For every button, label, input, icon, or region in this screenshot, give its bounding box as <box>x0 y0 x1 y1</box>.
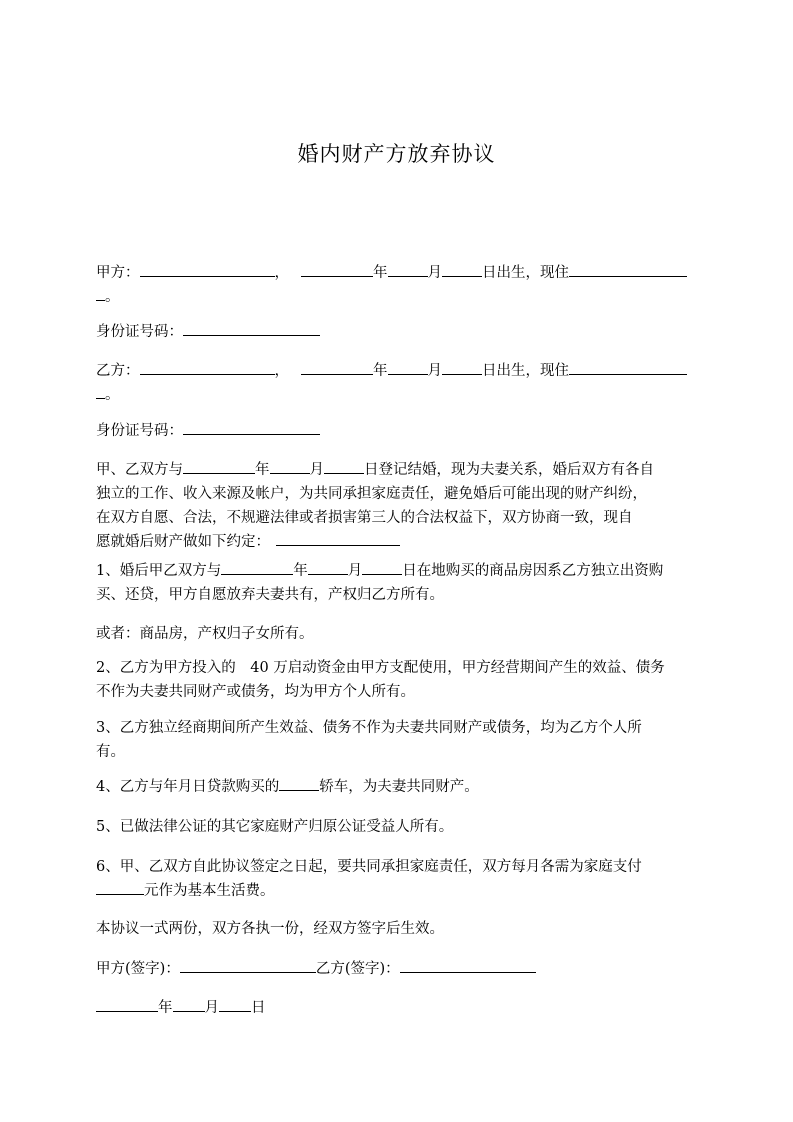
clause-3-line-2: 有。 <box>96 744 125 760</box>
party-a-birth-month-blank[interactable] <box>388 261 428 277</box>
signature-line <box>96 957 536 981</box>
comma: ， <box>274 363 289 379</box>
clause-text: 4、乙方与年月日贷款购买的 <box>96 779 280 795</box>
party-b-address-blank-cont[interactable] <box>96 383 105 399</box>
clause-text: 轿车，为夫妻共同财产。 <box>319 779 479 795</box>
clause-6-line-1: 6、甲、乙双方自此协议签定之日起，要共同承担家庭责任，双方每月各需为家庭支付 <box>96 859 642 875</box>
effect-clause: 本协议一式两份，双方各执一份，经双方签字后生效。 <box>96 921 444 937</box>
party-b-birth-month-blank[interactable] <box>388 359 428 375</box>
born-now-label: 日出生，现住 <box>482 363 569 379</box>
purchase-day-blank[interactable] <box>362 559 402 575</box>
clause-6-line-2 <box>96 879 275 903</box>
clause-2-line-2: 不作为夫妻共同财产或债务，均为甲方个人所有。 <box>96 684 415 700</box>
period: 。 <box>105 387 120 403</box>
clause-1-line-2: 买、还贷，甲方自愿放弃夫妻共有，产权归乙方所有。 <box>96 587 444 603</box>
clause-text: 1、婚后甲乙双方与 <box>96 563 222 579</box>
party-b-signature-blank[interactable] <box>400 957 536 973</box>
document-title: 婚内财产方放弃协议 <box>297 142 496 166</box>
born-now-label: 日出生，现住 <box>482 265 569 281</box>
party-b-line-end <box>96 383 120 407</box>
party-b-name-blank[interactable] <box>140 359 275 375</box>
date-line <box>96 996 266 1020</box>
party-a-label: 甲方： <box>96 265 140 281</box>
car-brand-blank[interactable] <box>279 775 319 791</box>
marriage-year-blank[interactable] <box>183 458 255 474</box>
marriage-day-blank[interactable] <box>324 458 364 474</box>
year-label: 年 <box>373 265 388 281</box>
period: 。 <box>105 289 120 305</box>
party-b-line <box>96 359 687 383</box>
intro-line-4 <box>96 530 400 554</box>
purchase-year-blank[interactable] <box>221 559 293 575</box>
party-b-id-label: 身份证号码： <box>96 423 183 439</box>
party-a-signature-blank[interactable] <box>180 957 316 973</box>
day-label: 日 <box>251 1000 266 1016</box>
intro-text: 日登记结婚，现为夫妻关系，婚后双方有各自 <box>364 462 654 478</box>
month-label: 月 <box>204 1000 219 1016</box>
party-b-signature-label: 乙方(签字)： <box>315 961 400 977</box>
party-b-id-blank[interactable] <box>183 419 320 435</box>
party-b-birth-year-blank[interactable] <box>301 359 373 375</box>
clause-5: 5、已做法律公证的其它家庭财产归原公证受益人所有。 <box>96 819 454 835</box>
sign-day-blank[interactable] <box>219 996 251 1012</box>
party-a-id-blank[interactable] <box>183 320 320 336</box>
party-a-name-blank[interactable] <box>140 261 275 277</box>
sign-month-blank[interactable] <box>173 996 205 1012</box>
month-label: 月 <box>309 462 324 478</box>
agreement-blank[interactable] <box>276 530 400 546</box>
party-a-birth-year-blank[interactable] <box>301 261 373 277</box>
clause-3-line-1: 3、乙方独立经商期间所产生效益、债务不作为夫妻共同财产或债务，均为乙方个人所 <box>96 720 642 736</box>
party-a-address-blank-cont[interactable] <box>96 285 105 301</box>
month-label: 月 <box>427 363 442 379</box>
party-b-birth-day-blank[interactable] <box>442 359 482 375</box>
month-label: 月 <box>347 563 363 579</box>
or-clause: 或者：商品房，产权归子女所有。 <box>96 626 314 642</box>
month-label: 月 <box>427 265 442 281</box>
party-a-birth-day-blank[interactable] <box>442 261 482 277</box>
party-a-line <box>96 261 687 285</box>
monthly-amount-blank[interactable] <box>96 879 144 895</box>
marriage-month-blank[interactable] <box>270 458 310 474</box>
year-label: 年 <box>158 1000 173 1016</box>
party-a-signature-label: 甲方(签字)： <box>96 961 180 977</box>
intro-line-3: 在双方自愿、合法，不规避法律或者损害第三人的合法权益下，双方协商一致，现自 <box>96 510 633 526</box>
intro-text: 愿就婚后财产做如下约定： <box>96 534 270 550</box>
party-b-label: 乙方： <box>96 363 140 379</box>
intro-text: 甲、乙双方与 <box>96 462 183 478</box>
comma: ， <box>274 265 289 281</box>
party-a-id-label: 身份证号码： <box>96 324 183 340</box>
clause-text: 日在地购买的商品房因系乙方独立出资购 <box>402 563 664 579</box>
party-a-line-end <box>96 285 120 309</box>
party-b-id-line <box>96 419 320 443</box>
year-label: 年 <box>255 462 270 478</box>
clause-1-line-1 <box>96 559 663 583</box>
year-label: 年 <box>293 563 308 579</box>
sign-year-blank[interactable] <box>96 996 158 1012</box>
clause-text: 元作为基本生活费。 <box>144 883 275 899</box>
party-b-address-blank[interactable] <box>569 359 687 375</box>
intro-line-2: 独立的工作、收入来源及帐户，为共同承担家庭责任，避免婚后可能出现的财产纠纷， <box>96 486 647 502</box>
clause-2-line-1: 2、乙方为甲方投入的 40 万启动资金由甲方支配使用，甲方经营期间产生的效益、债务 <box>96 660 665 676</box>
party-a-id-line <box>96 320 320 344</box>
intro-line-1 <box>96 458 654 482</box>
year-label: 年 <box>373 363 388 379</box>
purchase-month-blank[interactable] <box>308 559 348 575</box>
clause-4 <box>96 775 479 799</box>
party-a-address-blank[interactable] <box>569 261 687 277</box>
